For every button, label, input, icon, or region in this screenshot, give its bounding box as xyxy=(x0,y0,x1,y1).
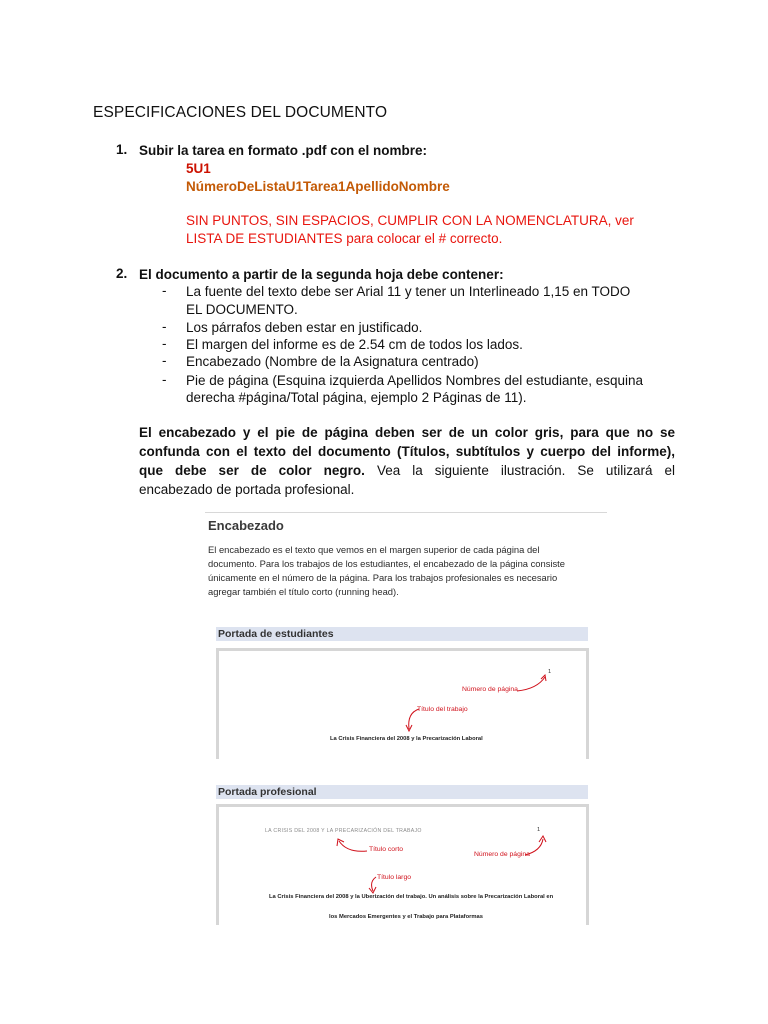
bullet-dash: - xyxy=(162,283,167,298)
professional-cover-card xyxy=(216,804,589,925)
bullet-4: Encabezado (Nombre de la Asignatura centrado) xyxy=(186,354,479,369)
filename-code: 5U1 xyxy=(186,161,211,176)
bullet-1-line-2: EL DOCUMENTO. xyxy=(186,302,298,317)
arrow-curve xyxy=(339,841,367,851)
item-1-number: 1. xyxy=(116,142,128,157)
student-work-title: La Crisis Financiera del 2008 y la Precarización Laboral xyxy=(330,736,483,742)
note-line-2: confunda con el texto del documento (Títulos, subtítulos y cuerpo del informe), xyxy=(139,444,675,459)
illustration-para-line: El encabezado es el texto que vemos en el margen superior de cada página del xyxy=(208,544,540,555)
label-short-title: Título corto xyxy=(369,846,403,853)
warning-line-2: LISTA DE ESTUDIANTES para colocar el # correcto. xyxy=(186,231,503,246)
document-title: ESPECIFICACIONES DEL DOCUMENTO xyxy=(93,104,388,121)
warning-line-1: SIN PUNTOS, SIN ESPACIOS, CUMPLIR CON LA NOMENCLATURA, ver xyxy=(186,213,634,228)
item-2-number: 2. xyxy=(116,266,128,281)
bullet-5-line-1: Pie de página (Esquina izquierda Apellidos Nombres del estudiante, esquina xyxy=(186,373,644,388)
illustration-title: Encabezado xyxy=(208,518,284,533)
professional-label-page-number: Número de página xyxy=(474,851,530,858)
student-arrows xyxy=(219,651,586,756)
bullet-5-line-2: derecha #página/Total página, ejemplo 2 Páginas de 11). xyxy=(186,390,527,405)
student-cover-card xyxy=(216,648,589,759)
professional-title-line-2: los Mercados Emergentes y el Trabajo para Plataformas xyxy=(329,914,484,920)
student-label-page-number: Número de página xyxy=(462,686,518,693)
arrow-curve xyxy=(517,677,545,691)
bullet-dash: - xyxy=(162,319,167,334)
bullet-dash: - xyxy=(162,372,167,387)
note-line-3 xyxy=(139,461,675,480)
student-label-title: Título del trabajo xyxy=(417,706,468,713)
item-1-heading: Subir la tarea en formato .pdf con el nombre: xyxy=(139,143,428,158)
divider xyxy=(205,512,607,513)
note-line-3-rest: Vea la siguiente ilustración. Se utilizará el xyxy=(364,463,675,478)
item-2-heading: El documento a partir de la segunda hoja debe contener: xyxy=(139,267,504,282)
filename-pattern: NúmeroDeListaU1Tarea1ApellidoNombre xyxy=(186,179,450,194)
professional-title-line-1: La Crisis Financiera del 2008 y la Uberización del trabajo. Un análisis sobre la Precarización Laboral en xyxy=(269,894,554,900)
header-illustration xyxy=(205,510,610,922)
professional-cover-band: Portada profesional xyxy=(216,785,588,799)
note-paragraph xyxy=(139,423,675,499)
student-page-number: 1 xyxy=(548,669,552,675)
bullet-dash: - xyxy=(162,353,167,368)
arrow-head xyxy=(541,675,546,681)
illustration-paragraph xyxy=(208,543,568,599)
student-cover-band: Portada de estudiantes xyxy=(216,627,588,641)
label-long-title: Título largo xyxy=(377,874,412,881)
arrow-curve xyxy=(409,709,419,729)
illustration-para-line: únicamente en el número de la página. Para los trabajos profesionales es necesario xyxy=(208,572,558,583)
illustration-para-line: documento. Para los trabajos de los estudiantes, el encabezado de la página consiste xyxy=(208,558,566,569)
bullet-dash: - xyxy=(162,336,167,351)
bullet-3: El margen del informe es de 2.54 cm de todos los lados. xyxy=(186,337,523,352)
arrow-curve xyxy=(525,839,543,855)
bullet-1-line-1: La fuente del texto debe ser Arial 11 y tener un Interlineado 1,15 en TODO xyxy=(186,284,631,299)
running-head: LA CRISIS DEL 2008 Y LA PRECARIZACIÓN DEL TRABAJO xyxy=(265,828,422,834)
professional-page-number: 1 xyxy=(537,827,541,833)
note-line-1: El encabezado y el pie de página deben ser de un color gris, para que no se xyxy=(139,425,675,440)
illustration-para-line: agregar también el título corto (running head). xyxy=(208,586,399,597)
bullet-2: Los párrafos deben estar en justificado. xyxy=(186,320,423,335)
note-line-3-bold: que debe ser de color negro. xyxy=(139,463,365,478)
professional-arrows xyxy=(219,807,586,925)
note-line-4: encabezado de portada profesional. xyxy=(139,482,355,497)
